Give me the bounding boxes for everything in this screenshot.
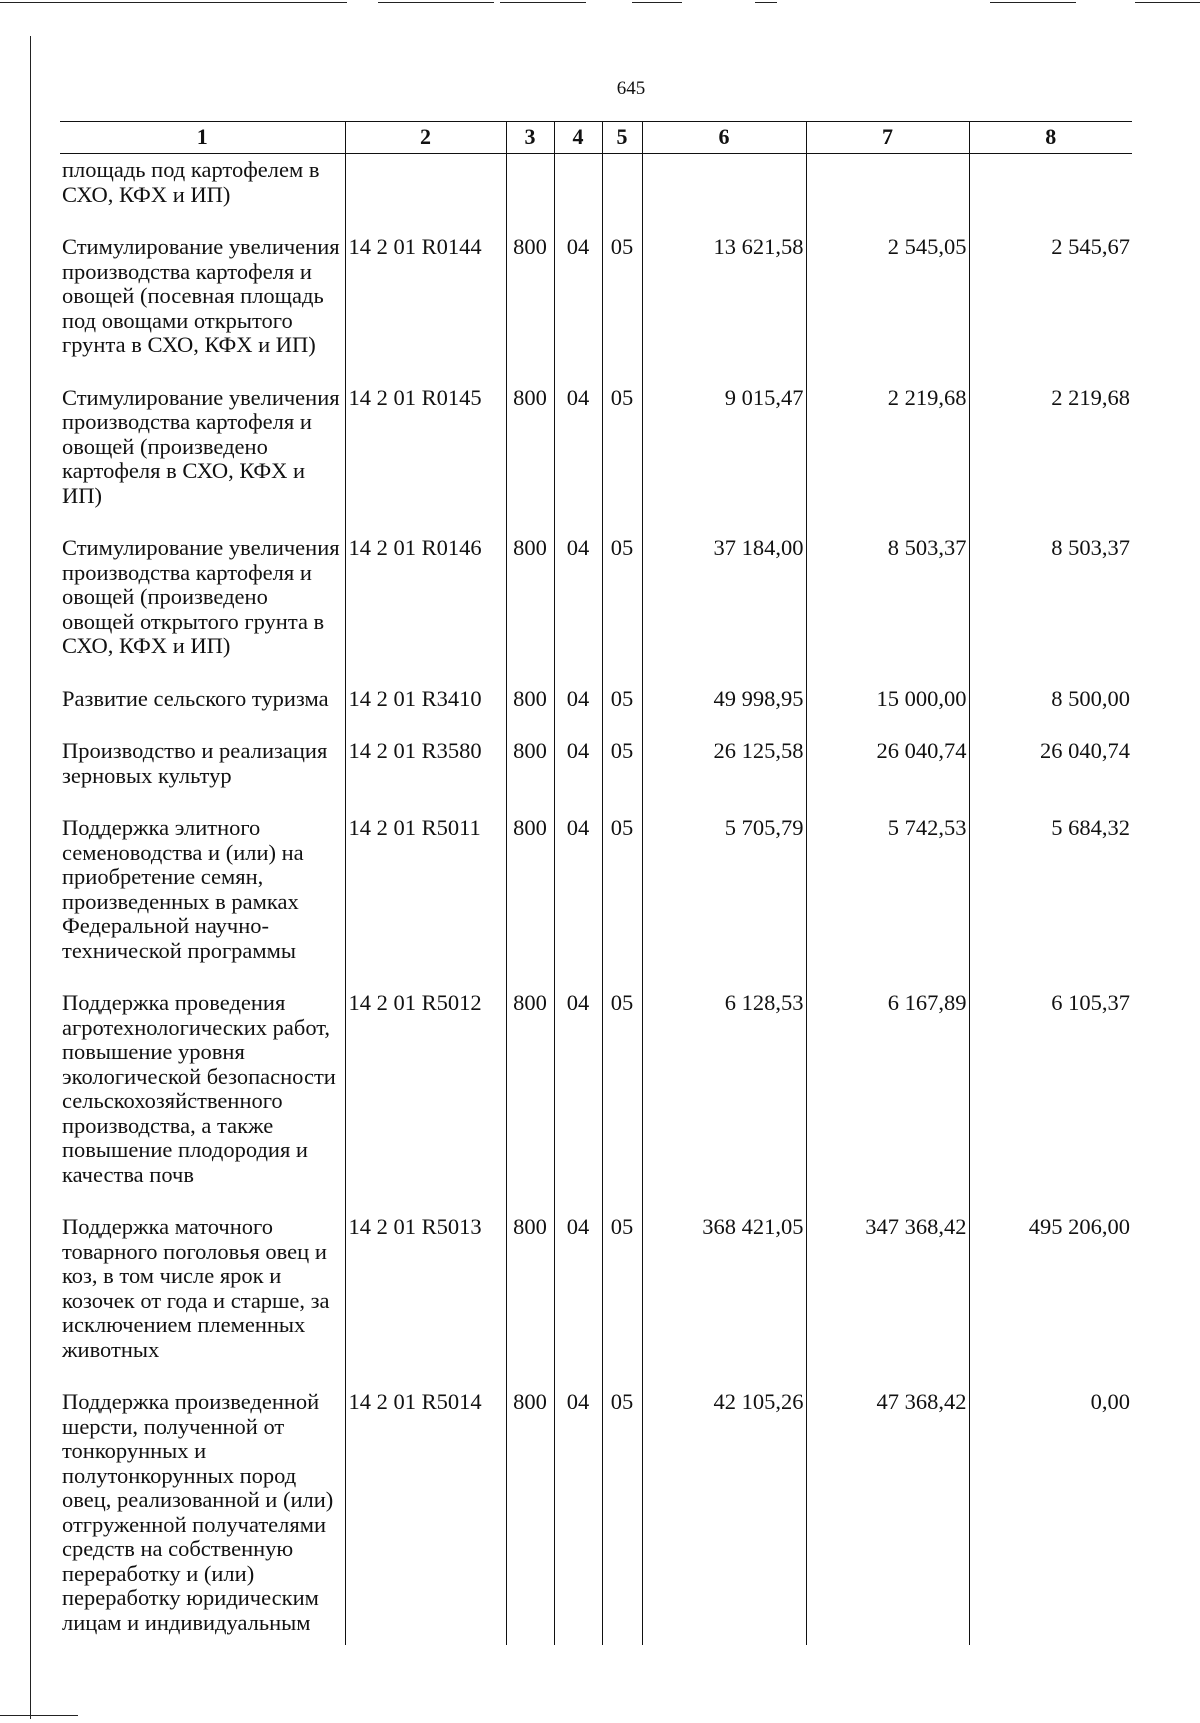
row-col5: 05	[602, 532, 642, 659]
table-row	[60, 735, 1132, 788]
row-col4: 04	[554, 812, 602, 963]
spacer-cell	[806, 963, 969, 987]
row-col3: 800	[506, 812, 554, 963]
row-col5: 05	[602, 812, 642, 963]
spacer-cell	[345, 1362, 506, 1386]
row-code: 14 2 01 R3410	[345, 683, 506, 712]
table-row	[60, 987, 1132, 1187]
row-col4: 04	[554, 1211, 602, 1362]
row-value-8: 2 219,68	[969, 382, 1132, 509]
spacer-cell	[60, 1362, 345, 1386]
spacer-cell	[969, 358, 1132, 382]
row-value-7: 15 000,00	[806, 683, 969, 712]
row-value-7: 2 545,05	[806, 231, 969, 358]
spacer-cell	[554, 508, 602, 532]
row-col3: 800	[506, 683, 554, 712]
row-spacer	[60, 659, 1132, 683]
spacer-cell	[642, 1187, 806, 1211]
spacer-cell	[60, 207, 345, 231]
row-col4: 04	[554, 735, 602, 788]
spacer-cell	[969, 788, 1132, 812]
spacer-cell	[969, 1187, 1132, 1211]
spacer-cell	[506, 788, 554, 812]
row-col3: 800	[506, 735, 554, 788]
column-header: 5	[602, 122, 642, 154]
row-code	[345, 154, 506, 208]
row-value-7: 5 742,53	[806, 812, 969, 963]
spacer-cell	[554, 659, 602, 683]
row-value-6: 6 128,53	[642, 987, 806, 1187]
page-number: 645	[616, 78, 646, 99]
spacer-cell	[60, 711, 345, 735]
table-row	[60, 1386, 1132, 1645]
row-value-6	[642, 154, 806, 208]
row-code: 14 2 01 R0145	[345, 382, 506, 509]
spacer-cell	[806, 358, 969, 382]
row-value-7: 347 368,42	[806, 1211, 969, 1362]
row-value-6: 5 705,79	[642, 812, 806, 963]
row-col5: 05	[602, 1211, 642, 1362]
spacer-cell	[602, 1362, 642, 1386]
spacer-cell	[969, 1362, 1132, 1386]
row-value-7	[806, 154, 969, 208]
spacer-cell	[602, 788, 642, 812]
row-code: 14 2 01 R5014	[345, 1386, 506, 1645]
spacer-cell	[642, 659, 806, 683]
row-value-8	[969, 154, 1132, 208]
spacer-cell	[60, 1187, 345, 1211]
row-spacer	[60, 508, 1132, 532]
row-value-7: 6 167,89	[806, 987, 969, 1187]
spacer-cell	[60, 358, 345, 382]
row-col4: 04	[554, 683, 602, 712]
spacer-cell	[806, 207, 969, 231]
row-name: Стимулирование увеличения производства картофеля и овощей (посевная площадь под овощами открытого грунта в СХО, КФХ и ИП)	[62, 234, 340, 357]
spacer-cell	[969, 207, 1132, 231]
row-col5	[602, 154, 642, 208]
spacer-cell	[602, 659, 642, 683]
row-value-6: 37 184,00	[642, 532, 806, 659]
spacer-cell	[642, 207, 806, 231]
row-name: Поддержка проведения агротехнологических работ, повышение уровня экологической безопасности сельскохозяйственного производства, а также повышение плодородия и качества почв	[62, 990, 336, 1187]
spacer-cell	[642, 508, 806, 532]
spacer-cell	[554, 358, 602, 382]
spacer-cell	[806, 1362, 969, 1386]
row-col4: 04	[554, 382, 602, 509]
table-row	[60, 382, 1132, 509]
row-value-6: 9 015,47	[642, 382, 806, 509]
spacer-cell	[806, 1187, 969, 1211]
row-value-8: 495 206,00	[969, 1211, 1132, 1362]
spacer-cell	[345, 508, 506, 532]
spacer-cell	[345, 1187, 506, 1211]
row-col4: 04	[554, 1386, 602, 1645]
row-code: 14 2 01 R0146	[345, 532, 506, 659]
row-col5: 05	[602, 231, 642, 358]
spacer-cell	[345, 207, 506, 231]
row-code: 14 2 01 R5013	[345, 1211, 506, 1362]
row-col3: 800	[506, 382, 554, 509]
row-col4: 04	[554, 532, 602, 659]
row-value-6: 26 125,58	[642, 735, 806, 788]
spacer-cell	[602, 1187, 642, 1211]
row-spacer	[60, 788, 1132, 812]
spacer-cell	[602, 207, 642, 231]
row-col3	[506, 154, 554, 208]
row-value-6: 13 621,58	[642, 231, 806, 358]
spacer-cell	[642, 788, 806, 812]
column-header: 2	[345, 122, 506, 154]
row-value-6: 368 421,05	[642, 1211, 806, 1362]
row-value-6: 42 105,26	[642, 1386, 806, 1645]
spacer-cell	[506, 659, 554, 683]
spacer-cell	[345, 358, 506, 382]
row-name: Поддержка маточного товарного поголовья овец и коз, в том числе ярок и козочек от года и старше, за исключением племенных животных	[62, 1214, 330, 1362]
spacer-cell	[60, 659, 345, 683]
row-name: Стимулирование увеличения производства картофеля и овощей (произведено овощей открытого грунта в СХО, КФХ и ИП)	[62, 535, 340, 658]
row-code: 14 2 01 R5012	[345, 987, 506, 1187]
row-col5: 05	[602, 987, 642, 1187]
row-col5: 05	[602, 1386, 642, 1645]
spacer-cell	[806, 659, 969, 683]
spacer-cell	[554, 207, 602, 231]
row-spacer	[60, 1362, 1132, 1386]
row-value-7: 47 368,42	[806, 1386, 969, 1645]
spacer-cell	[806, 788, 969, 812]
row-spacer	[60, 711, 1132, 735]
spacer-cell	[345, 659, 506, 683]
spacer-cell	[506, 1187, 554, 1211]
spacer-cell	[642, 711, 806, 735]
spacer-cell	[506, 358, 554, 382]
spacer-cell	[969, 963, 1132, 987]
spacer-cell	[60, 788, 345, 812]
table-header-row	[60, 122, 1132, 154]
row-value-8: 8 503,37	[969, 532, 1132, 659]
column-header: 4	[554, 122, 602, 154]
row-col3: 800	[506, 532, 554, 659]
table-row	[60, 231, 1132, 358]
spacer-cell	[806, 711, 969, 735]
row-value-8: 8 500,00	[969, 683, 1132, 712]
spacer-cell	[506, 207, 554, 231]
spacer-cell	[60, 963, 345, 987]
spacer-cell	[602, 711, 642, 735]
table-row	[60, 154, 1132, 208]
column-header: 6	[642, 122, 806, 154]
spacer-cell	[554, 1187, 602, 1211]
row-code: 14 2 01 R5011	[345, 812, 506, 963]
row-spacer	[60, 1187, 1132, 1211]
spacer-cell	[602, 963, 642, 987]
column-header: 1	[60, 122, 345, 154]
table-row	[60, 532, 1132, 659]
row-name: Поддержка произведенной шерсти, полученной от тонкорунных и полутонкорунных пород овец, реализованной и (или) отгруженной получателями средств на собственную переработку и (или) переработку юридическим лицам и индивидуальным	[62, 1389, 334, 1635]
row-name: Стимулирование увеличения производства картофеля и овощей (произведено картофеля в СХО, КФХ и ИП)	[62, 384, 340, 508]
row-name: Развитие сельского туризма	[62, 685, 329, 711]
spacer-cell	[642, 358, 806, 382]
row-name: Поддержка элитного семеноводства и (или) на приобретение семян, произведенных в рамках Федеральной научно-технической программы	[62, 815, 304, 963]
spacer-cell	[969, 711, 1132, 735]
spacer-cell	[506, 963, 554, 987]
row-spacer	[60, 358, 1132, 382]
column-header: 8	[969, 122, 1132, 154]
row-value-6: 49 998,95	[642, 683, 806, 712]
row-value-8: 0,00	[969, 1386, 1132, 1645]
row-name: площадь под картофелем в СХО, КФХ и ИП)	[62, 157, 320, 207]
row-name: Производство и реализация зерновых культур	[62, 738, 328, 788]
row-col4: 04	[554, 231, 602, 358]
row-spacer	[60, 207, 1132, 231]
table-row	[60, 1211, 1132, 1362]
row-spacer	[60, 963, 1132, 987]
spacer-cell	[554, 963, 602, 987]
row-col3: 800	[506, 1386, 554, 1645]
spacer-cell	[60, 508, 345, 532]
spacer-cell	[806, 508, 969, 532]
table-row	[60, 683, 1132, 712]
spacer-cell	[642, 1362, 806, 1386]
row-value-8: 5 684,32	[969, 812, 1132, 963]
row-col3: 800	[506, 1211, 554, 1362]
row-code: 14 2 01 R0144	[345, 231, 506, 358]
row-col5: 05	[602, 735, 642, 788]
row-col5: 05	[602, 382, 642, 509]
row-value-8: 2 545,67	[969, 231, 1132, 358]
column-header: 3	[506, 122, 554, 154]
row-col3: 800	[506, 231, 554, 358]
spacer-cell	[642, 963, 806, 987]
spacer-cell	[345, 711, 506, 735]
row-col5: 05	[602, 683, 642, 712]
spacer-cell	[969, 659, 1132, 683]
spacer-cell	[345, 788, 506, 812]
row-value-7: 8 503,37	[806, 532, 969, 659]
budget-table	[60, 121, 1132, 1645]
row-value-8: 6 105,37	[969, 987, 1132, 1187]
row-col4: 04	[554, 987, 602, 1187]
row-code: 14 2 01 R3580	[345, 735, 506, 788]
spacer-cell	[345, 963, 506, 987]
spacer-cell	[506, 711, 554, 735]
spacer-cell	[554, 1362, 602, 1386]
spacer-cell	[554, 711, 602, 735]
row-col4	[554, 154, 602, 208]
spacer-cell	[969, 508, 1132, 532]
row-col3: 800	[506, 987, 554, 1187]
spacer-cell	[602, 358, 642, 382]
row-value-7: 26 040,74	[806, 735, 969, 788]
row-value-8: 26 040,74	[969, 735, 1132, 788]
spacer-cell	[506, 508, 554, 532]
row-value-7: 2 219,68	[806, 382, 969, 509]
column-header: 7	[806, 122, 969, 154]
spacer-cell	[506, 1362, 554, 1386]
table-row	[60, 812, 1132, 963]
spacer-cell	[554, 788, 602, 812]
spacer-cell	[602, 508, 642, 532]
